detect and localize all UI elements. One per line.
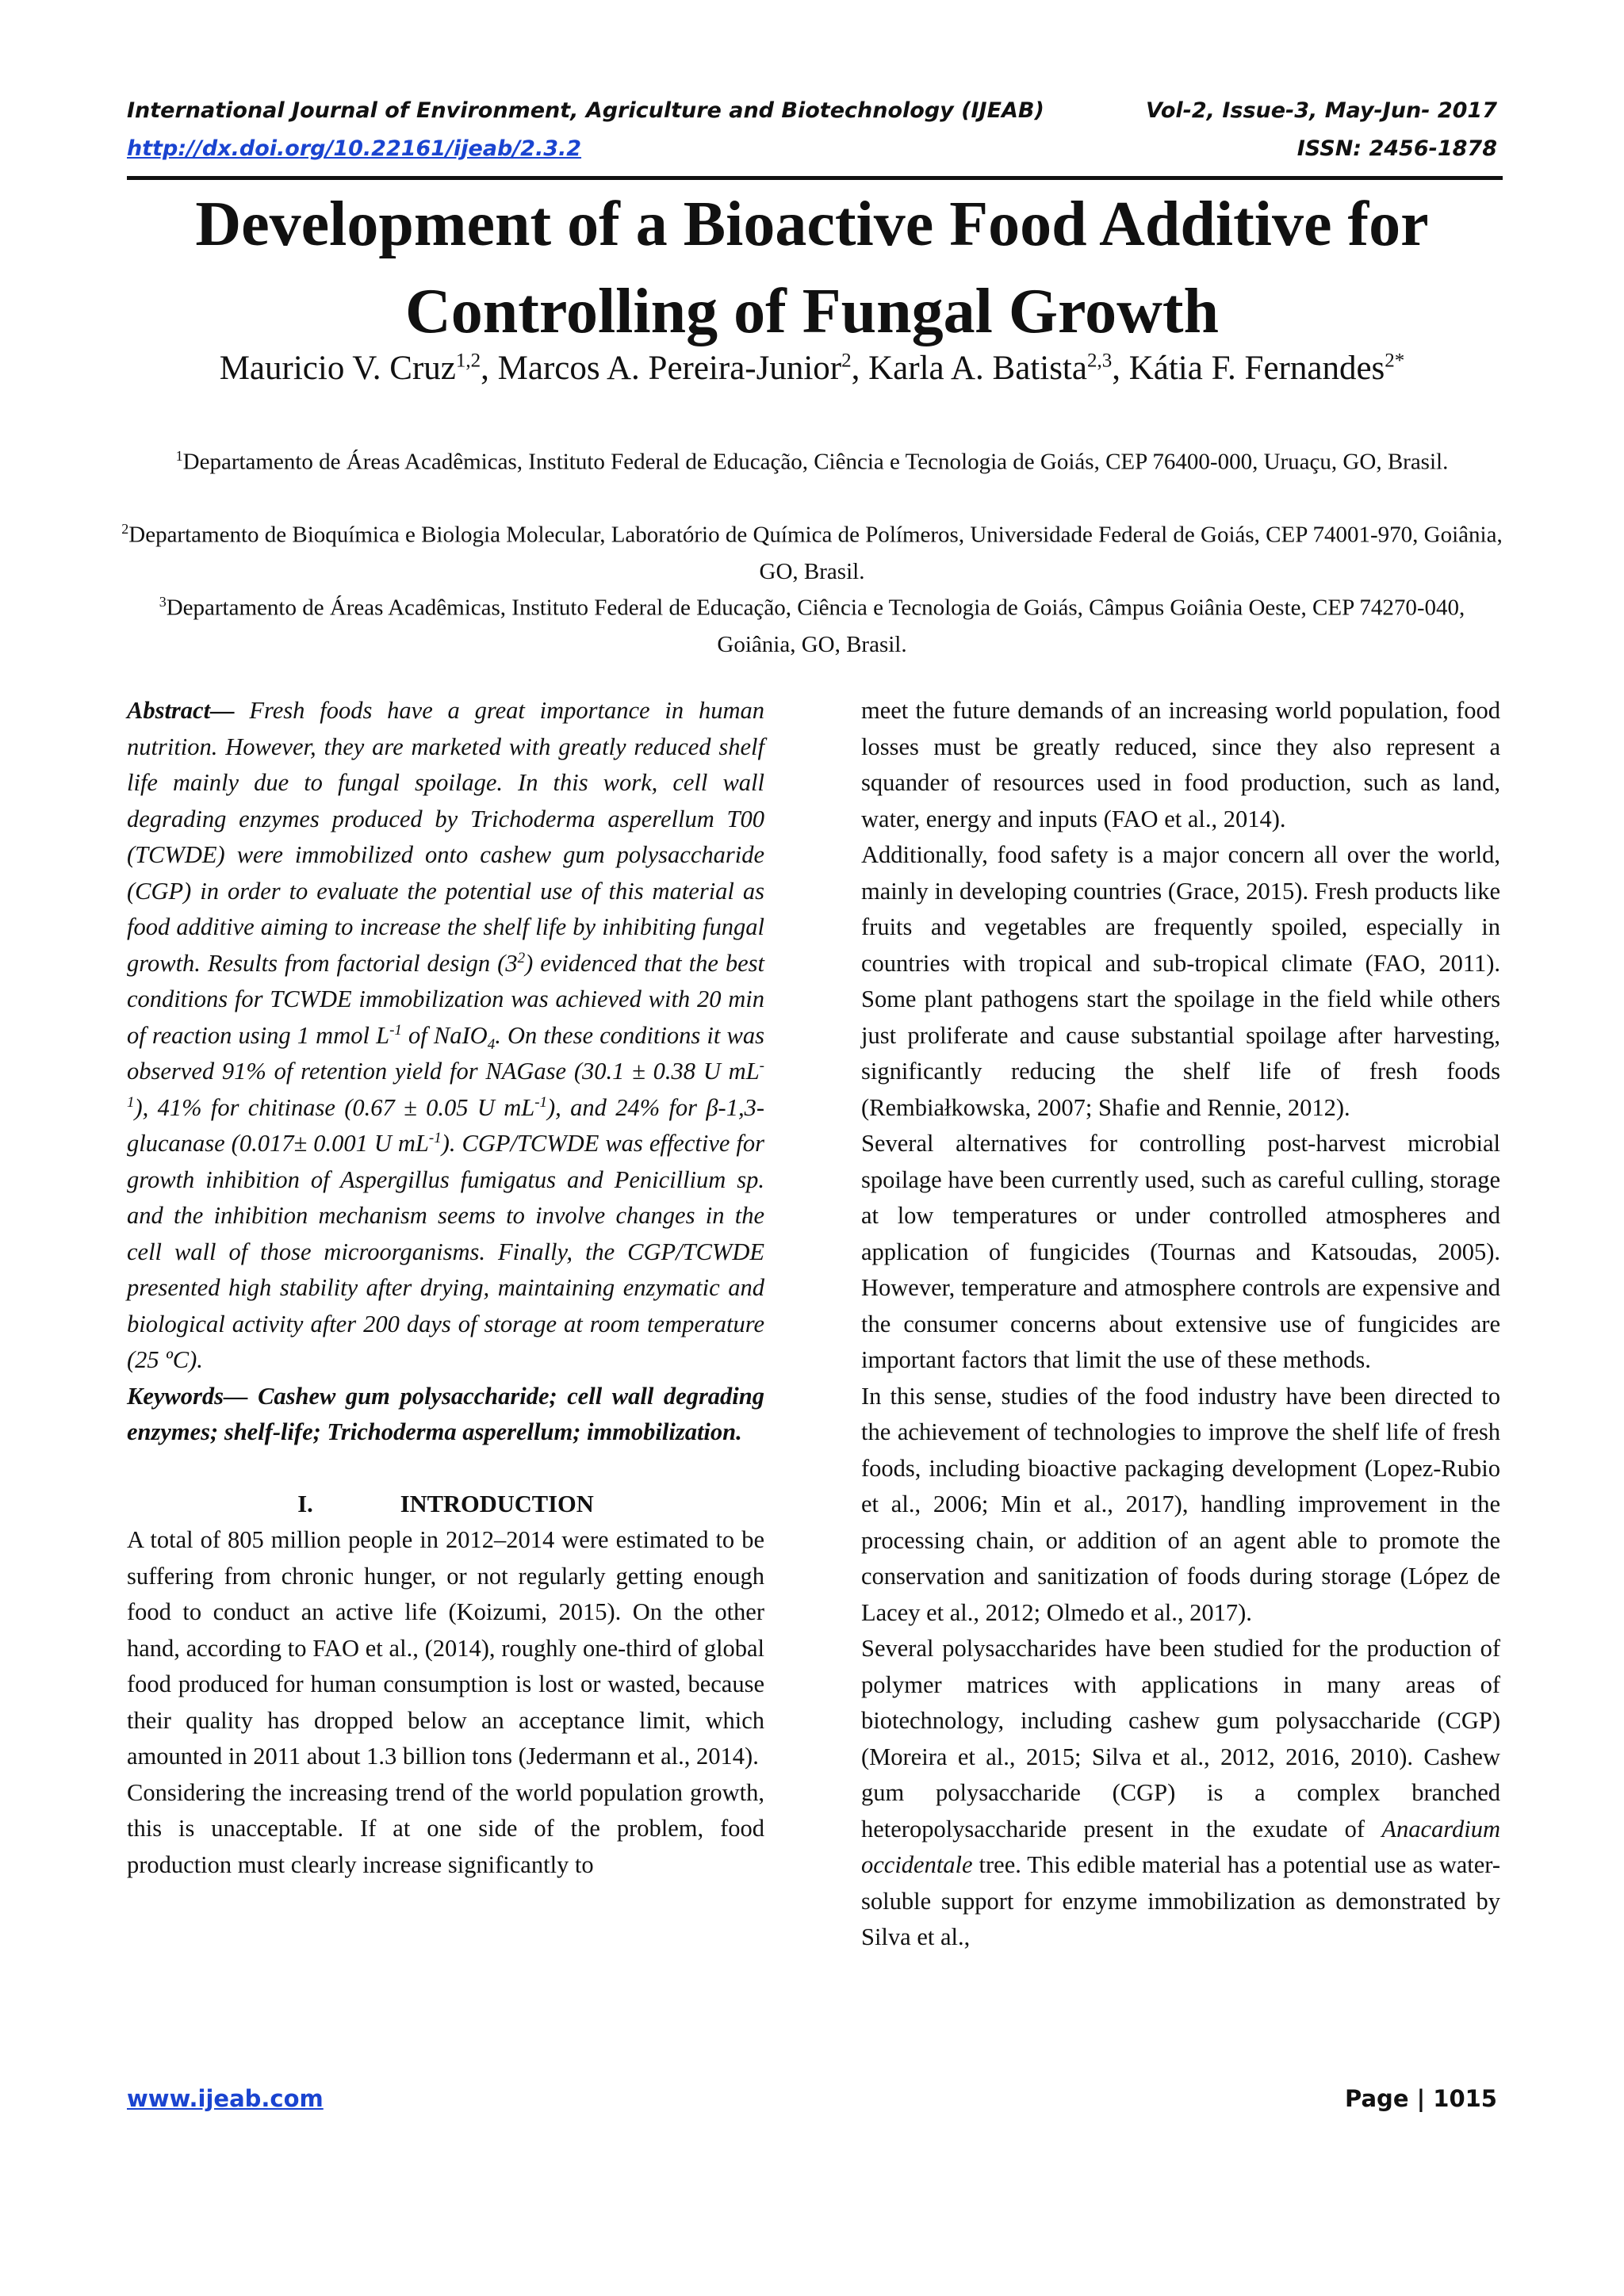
section-heading-introduction <box>127 1487 764 1523</box>
author-affiliation-mark: 2 <box>841 350 852 372</box>
title-line-2: Controlling of Fungal Growth <box>404 277 1220 346</box>
affiliation-3: $^3$Departamento de Áreas Acadêmicas, Instituto Federal de Educação, Ciência e Tecnologia de Goiás, Câmpus Goiânia Oeste, CEP 74270-040, Goiânia, GO, Brasil. <box>159 594 1465 657</box>
volume-issue: Vol-2, Issue-3, May-Jun- 2017 <box>1145 98 1497 123</box>
paragraph: Considering the increasing trend of the world population growth, this is unacceptable. If at one side of the problem, food production must clearly increase significantly to <box>127 1778 764 1878</box>
paragraph: Several alternatives for controlling post-harvest microbial spoilage have been currently used, such as careful culling, storage at low temperatures or under controlled atmospheres and application of fungicides (Tournas and Katsoudas, 2005). However, temperature and atmosphere controls are expensive and the consumer concerns about extensive use of fungicides are important factors that limit the use of these methods. <box>861 1130 1500 1373</box>
author-list: Mauricio V. Cruz$^{1,2}$, Marcos A. Pereira-Junior$^2$, Karla A. Batista$^{2,3}$, Kátia F. Fernandes$^{2*}$ <box>219 350 1405 387</box>
section-title: INTRODUCTION <box>400 1490 594 1517</box>
author-name: Marcos A. Pereira-Junior <box>497 350 842 387</box>
running-header <box>127 98 1497 123</box>
paragraph: Additionally, food safety is a major concern all over the world, mainly in developing countries (Grace, 2015). Fresh products like fruits and vegetables are frequently spoiled, especially in countries with tropical and sub-tropical climate (FAO, 2011). Some plant pathogens start the spoilage in the field while others just proliferate and cause substantial spoilage after harvesting, significantly reducing the shelf life of fresh foods (Rembiałkowska, 2007; Shafie and Rennie, 2012). <box>861 841 1500 1121</box>
title-line-1: Development of a Bioactive Food Additive for <box>195 189 1429 259</box>
paragraph: A total of 805 million people in 2012–2014 were estimated to be suffering from chronic hunger, or not regularly getting enough food to conduct an active life (Koizumi, 2015). On the other hand, according to FAO et al., (2014), roughly one-third of global food produced for human consumption is lost or wasted, because their quality has dropped below an acceptance limit, which amounted in 2011 about 1.3 billion tons (Jedermann et al., 2014). <box>127 1526 764 1770</box>
section-number: I. <box>297 1490 313 1517</box>
author-affiliation-mark: 2,3 <box>1086 350 1113 372</box>
running-header-doi-row <box>127 136 1497 161</box>
author-name: Kátia F. Fernandes <box>1128 350 1385 387</box>
paragraph: In this sense, studies of the food industry have been directed to the achievement of technologies to improve the shelf life of fresh foods, including bioactive packaging development (Lopez-Rubio et al., 2006; Min et al., 2017), handling improvement in the processing chain, or addition of an agent able to promote the conservation and sanitization of foods during storage (López de Lacey et al., 2012; Olmedo et al., 2017). <box>861 1382 1500 1626</box>
left-column <box>127 693 764 1883</box>
right-column <box>861 693 1500 1956</box>
paragraph: Several polysaccharides have been studied for the production of polymer matrices with applications in many areas of biotechnology, including cashew gum polysaccharide (CGP) (Moreira et al., 2015; Silva et al., 2012, 2016, 2010). Cashew gum polysaccharide (CGP) is a complex branched heteropolysaccharide present in the exudate of Anacardium occidentale tree. This edible material has a potential use as water-soluble support for enzyme immobilization as demonstrated by Silva et al., <box>861 1635 1500 1950</box>
journal-name: International Journal of Environment, Agriculture and Biotechnology (IJEAB) <box>127 98 1044 123</box>
species-name: Anacardium occidentale <box>861 1815 1500 1878</box>
keywords: Keywords— Cashew gum polysaccharide; cell wall degrading enzymes; shelf-life; Trichoderma asperellum; immobilization. <box>127 1382 764 1445</box>
affiliation-2: $^2$Departamento de Bioquímica e Biologia Molecular, Laboratório de Química de Polímeros, Universidade Federal de Goiás, CEP 74001-970, Goiânia, GO, Brasil. <box>121 521 1503 584</box>
doi-link[interactable]: http://dx.doi.org/10.22161/ijeab/2.3.2 <box>127 136 582 161</box>
page-footer <box>127 2085 1497 2112</box>
abstract: Abstract— Fresh foods have a great importance in human nutrition. However, they are marketed with greatly reduced shelf life mainly due to fungal spoilage. In this work, cell wall degrading enzymes produced by Trichoderma asperellum T00 (TCWDE) were immobilized onto cashew gum polysaccharide (CGP) in order to evaluate the potential use of this material as food additive aiming to increase the shelf life by inhibiting fungal growth. Results from factorial design $(3^2)$ evidenced that the best conditions for TCWDE immobilization was achieved with 20 min of reaction using 1 mmol $L^{-1}$ of NaIO$_4$. On these conditions it was observed 91% of retention yield for NAGase (30.1 ± 0.38 U $mL^{-1}$), 41% for chitinase (0.67 ± 0.05 U $mL^{-1}$), and 24% for β-1,3-glucanase (0.017± 0.001 U $mL^{-1}$). CGP/TCWDE was effective for growth inhibition of Aspergillus fumigatus and Penicillium sp. and the inhibition mechanism seems to involve changes in the cell wall of those microorganisms. Finally, the CGP/TCWDE presented high stability after drying, maintaining enzymatic and biological activity after 200 days of storage at room temperature (25 ºC). <box>127 697 764 1373</box>
page-number: Page | 1015 <box>1345 2085 1497 2112</box>
header-divider <box>127 176 1503 180</box>
abstract-label: Abstract— <box>127 697 235 724</box>
affiliation-1: $^1$Departamento de Áreas Acadêmicas, Instituto Federal de Educação, Ciência e Tecnologia de Goiás, CEP 76400-000, Uruaçu, GO, Brasil. <box>175 448 1449 475</box>
author-affiliation-mark: 1,2 <box>455 350 481 372</box>
author-affiliation-mark: 2* <box>1385 350 1405 372</box>
issn: ISSN: 2456-1878 <box>1297 136 1497 161</box>
website-link[interactable]: www.ijeab.com <box>127 2085 324 2112</box>
author-name: Mauricio V. Cruz <box>219 350 456 387</box>
author-name: Karla A. Batista <box>868 350 1087 387</box>
paper-title <box>95 181 1529 355</box>
paragraph: meet the future demands of an increasing world population, food losses must be greatly reduced, since they also represent a squander of resources used in food production, such as land, water, energy and inputs (FAO et al., 2014). <box>861 697 1500 832</box>
